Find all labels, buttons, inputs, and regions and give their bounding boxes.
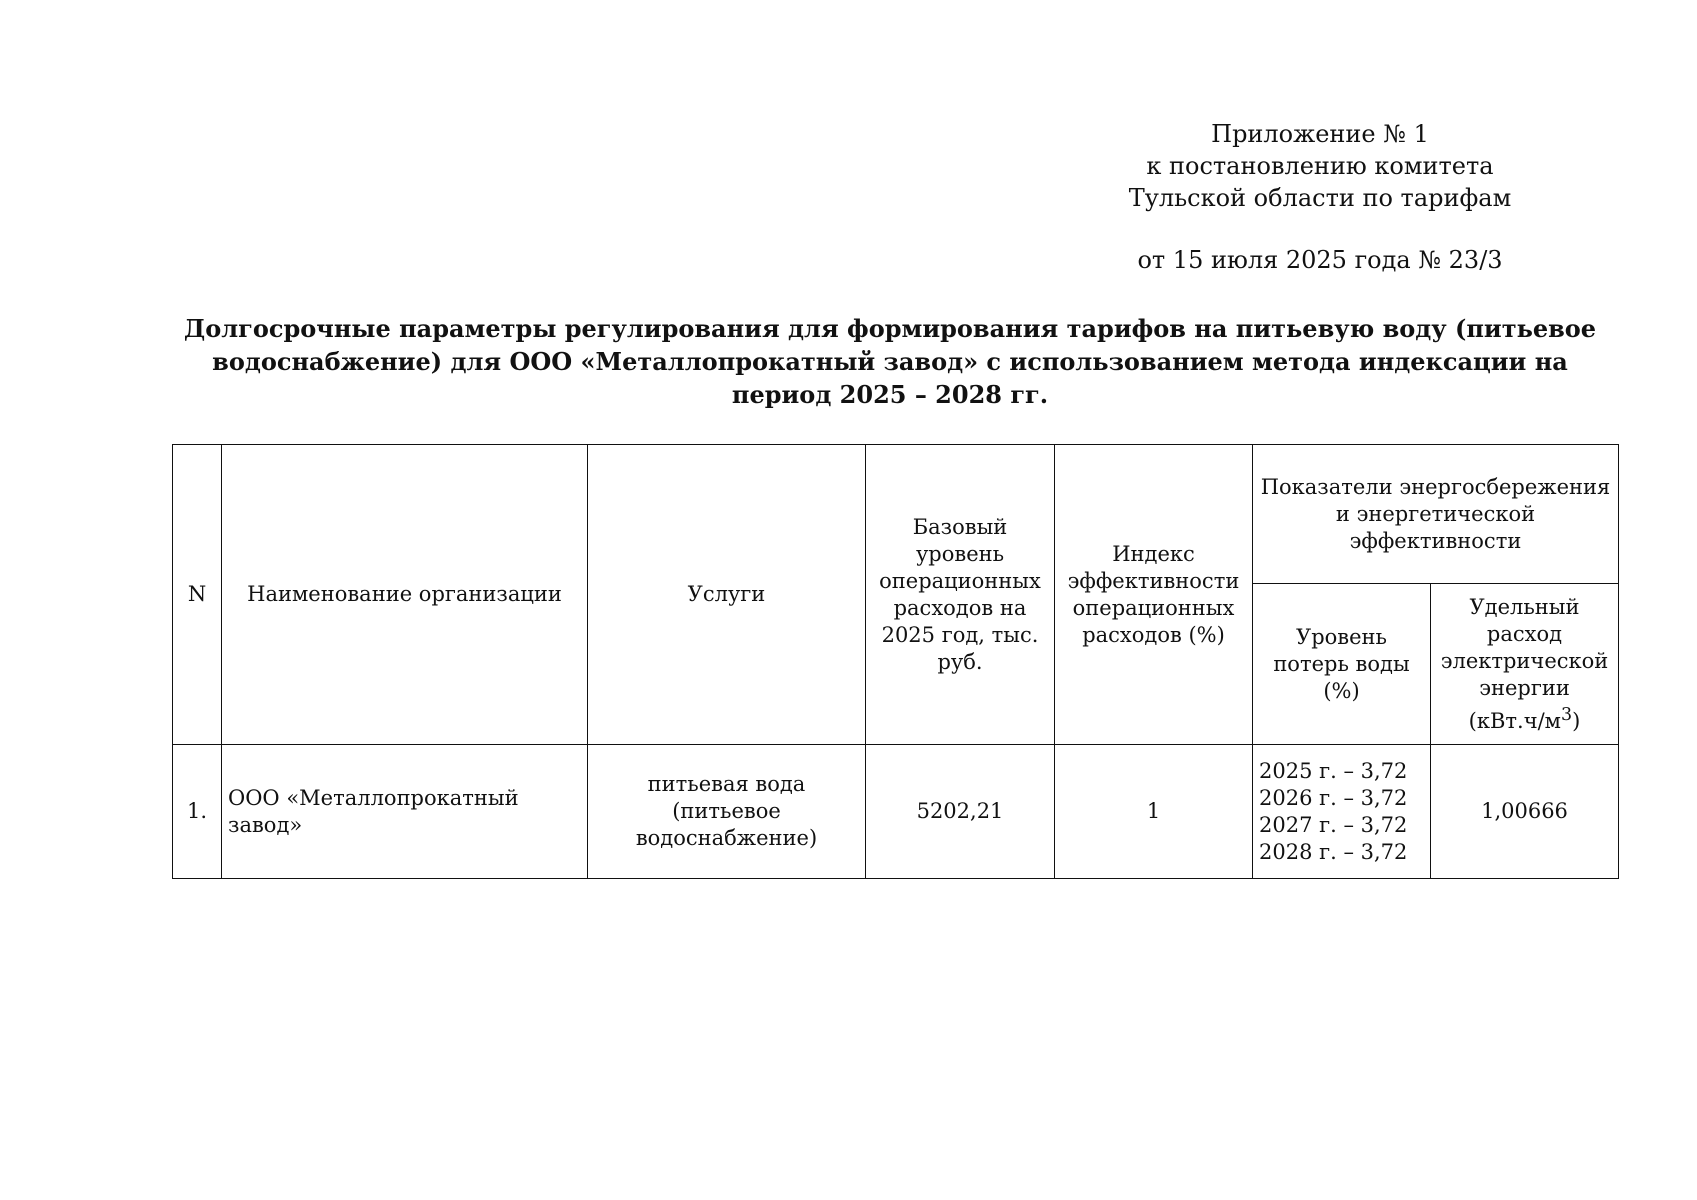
cell-water-loss [1253, 745, 1431, 879]
header-base-level: Базовый уровень операционных расходов на 2025 год, тыс. руб. [866, 445, 1055, 745]
header-energy-use [1431, 584, 1619, 745]
header-water-loss: Уровень потерь воды (%) [1253, 584, 1431, 745]
water-loss-2027: 2027 г. – 3,72 [1259, 812, 1408, 837]
header-efficiency-index: Индекс эффективности операционных расходов (%) [1055, 445, 1253, 745]
appendix-ref: к постановлению комитета [1146, 152, 1494, 180]
header-services: Услуги [588, 445, 866, 745]
appendix-committee: Тульской области по тарифам [1128, 184, 1512, 212]
header-energy-use-label: Удельный расход электрической энергии [1440, 594, 1609, 700]
header-energy-unit: (кВт.ч/м [1468, 708, 1561, 733]
appendix-number: Приложение № 1 [1211, 120, 1429, 148]
header-energy-unit-close: ) [1572, 708, 1581, 733]
water-loss-2026: 2026 г. – 3,72 [1259, 785, 1408, 810]
header-energy-group: Показатели энергосбережения и энергетической эффективности [1253, 445, 1619, 584]
table-header-row [173, 445, 1619, 584]
cell-services: питьевая вода (питьевое водоснабжение) [588, 745, 866, 879]
cell-energy-use: 1,00666 [1431, 745, 1619, 879]
appendix-date: от 15 июля 2025 года № 23/3 [1137, 246, 1503, 274]
cell-base-level: 5202,21 [866, 745, 1055, 879]
water-loss-2028: 2028 г. – 3,72 [1259, 839, 1408, 864]
cell-org: ООО «Металлопрокатный завод» [222, 745, 588, 879]
header-n: N [173, 445, 222, 745]
header-energy-unit-sup: 3 [1561, 704, 1573, 725]
cell-n: 1. [173, 745, 222, 879]
document-title: Долгосрочные параметры регулирования для формирования тарифов на питьевую воду (питьевое водоснабжение) для ООО «Металлопрокатный завод» с использованием метода индексации на период 2025 – 2028 гг. [183, 314, 1597, 409]
water-loss-2025: 2025 г. – 3,72 [1259, 758, 1408, 783]
parameters-table [172, 444, 1619, 879]
table-row [173, 745, 1619, 879]
cell-efficiency-index: 1 [1055, 745, 1253, 879]
header-org: Наименование организации [222, 445, 588, 745]
appendix-block [1120, 118, 1520, 276]
